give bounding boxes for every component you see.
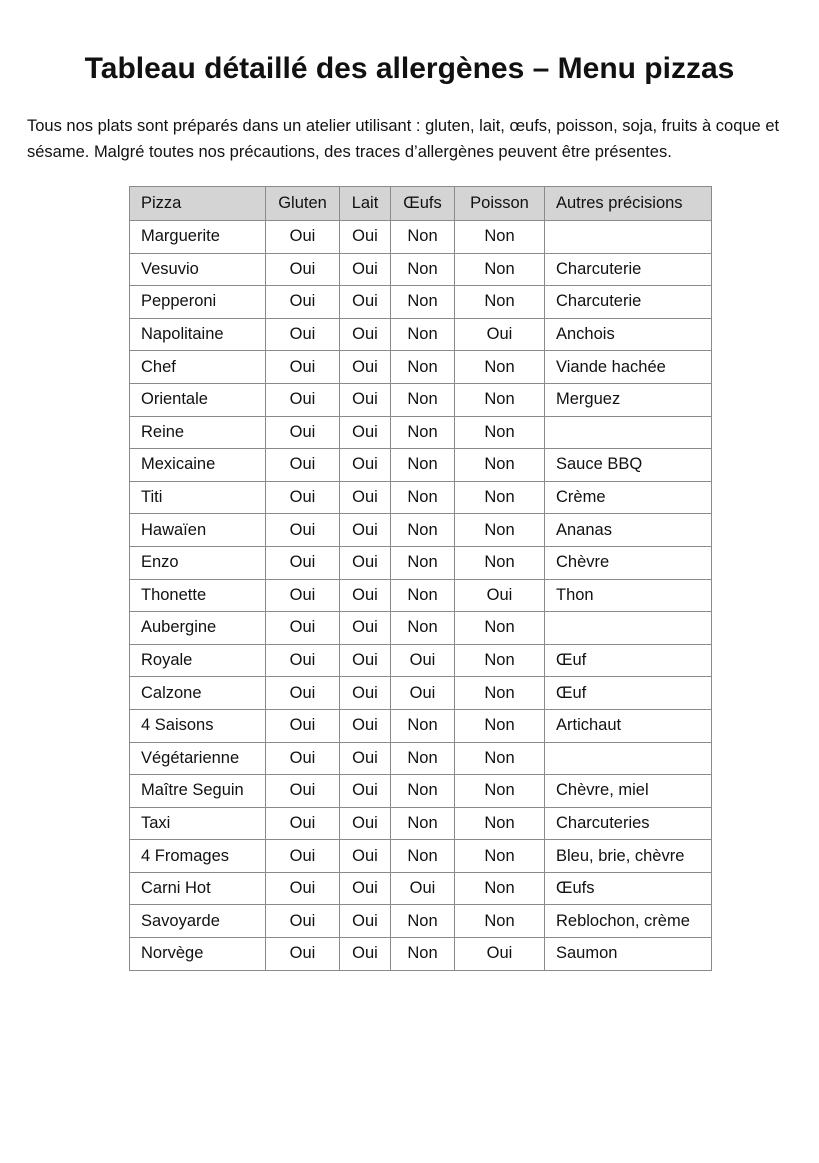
allergen-table [129,186,712,971]
table-cell: Non [391,481,455,514]
table-cell: Saumon [545,938,712,971]
table-cell: Non [391,318,455,351]
table-cell: Non [391,253,455,286]
table-cell: Non [455,481,545,514]
table-cell: Thon [545,579,712,612]
table-cell: Oui [266,514,340,547]
table-cell: Oui [340,905,391,938]
table-cell: Merguez [545,383,712,416]
table-cell: Maître Seguin [130,775,266,808]
table-cell: Savoyarde [130,905,266,938]
table-row [130,905,712,938]
table-cell: Charcuterie [545,253,712,286]
table-cell: Hawaïen [130,514,266,547]
table-cell: Oui [340,872,391,905]
table-cell: Sauce BBQ [545,449,712,482]
table-cell: Reine [130,416,266,449]
table-cell: Taxi [130,807,266,840]
table-cell: Oui [266,286,340,319]
table-row [130,449,712,482]
table-cell: Oui [266,742,340,775]
table-cell: Mexicaine [130,449,266,482]
table-cell: Oui [266,872,340,905]
table-cell: Non [391,416,455,449]
table-cell: Oui [340,416,391,449]
table-cell: Oui [266,449,340,482]
table-cell: Non [455,905,545,938]
table-cell: Oui [340,644,391,677]
table-cell: Norvège [130,938,266,971]
table-cell: Oui [340,286,391,319]
table-cell: Oui [340,481,391,514]
table-cell [545,221,712,254]
table-cell: Oui [340,742,391,775]
table-cell: Non [391,905,455,938]
table-row [130,840,712,873]
table-cell: Oui [455,318,545,351]
table-cell: Non [455,840,545,873]
table-cell: Oui [266,612,340,645]
table-cell: Oui [266,351,340,384]
table-cell: Non [455,872,545,905]
table-cell: Non [391,383,455,416]
table-row [130,612,712,645]
column-header-autres-precisions: Autres précisions [545,187,712,221]
table-cell: Oui [340,612,391,645]
table-row [130,938,712,971]
table-cell: Non [455,807,545,840]
table-row [130,514,712,547]
table-cell: Crème [545,481,712,514]
table-cell: Non [391,938,455,971]
table-cell: Non [455,742,545,775]
table-cell: Oui [340,840,391,873]
table-cell: Royale [130,644,266,677]
table-row [130,807,712,840]
table-cell: Non [391,514,455,547]
table-cell: Viande hachée [545,351,712,384]
table-cell: Napolitaine [130,318,266,351]
table-cell: Oui [340,807,391,840]
table-row [130,351,712,384]
table-cell: Orientale [130,383,266,416]
table-cell: Non [391,807,455,840]
table-cell: Non [391,709,455,742]
table-cell: Végétarienne [130,742,266,775]
table-cell [545,612,712,645]
table-row [130,872,712,905]
table-cell: Oui [455,938,545,971]
column-header-lait: Lait [340,187,391,221]
table-cell: Oui [266,677,340,710]
table-cell: Non [455,286,545,319]
table-cell: Non [455,709,545,742]
table-cell: Non [455,677,545,710]
table-cell: Oui [266,318,340,351]
table-cell: Calzone [130,677,266,710]
table-cell: Oui [455,579,545,612]
table-cell: Oui [340,318,391,351]
table-cell: Oui [266,807,340,840]
table-header [130,187,712,221]
table-cell: Oui [340,709,391,742]
table-cell: Non [391,221,455,254]
table-row [130,253,712,286]
table-cell: Non [391,742,455,775]
table-cell: Non [455,221,545,254]
table-cell: Oui [266,775,340,808]
table-cell: Œuf [545,677,712,710]
table-cell: Non [455,416,545,449]
table-cell: Bleu, brie, chèvre [545,840,712,873]
table-cell: Non [391,612,455,645]
table-cell: Oui [266,709,340,742]
table-cell: Artichaut [545,709,712,742]
table-cell: Oui [266,221,340,254]
table-cell: Oui [340,351,391,384]
table-cell: Œuf [545,644,712,677]
table-cell: 4 Saisons [130,709,266,742]
table-cell: Oui [266,383,340,416]
table-cell: Oui [340,546,391,579]
table-row [130,644,712,677]
table-cell: Oui [266,579,340,612]
table-cell: Vesuvio [130,253,266,286]
table-cell: Oui [340,677,391,710]
table-cell: Oui [340,221,391,254]
table-cell: Non [455,644,545,677]
table-row [130,416,712,449]
table-cell: Non [455,775,545,808]
table-cell: Oui [266,938,340,971]
column-header-oeufs: Œufs [391,187,455,221]
page-title: Tableau détaillé des allergènes – Menu pizzas [84,52,735,85]
table-cell: Oui [266,481,340,514]
table-cell: Aubergine [130,612,266,645]
table-row [130,383,712,416]
table-cell: Non [455,253,545,286]
table-body [130,221,712,971]
table-cell: Non [455,514,545,547]
table-cell: Marguerite [130,221,266,254]
table-row [130,546,712,579]
table-cell: Oui [340,775,391,808]
table-row [130,579,712,612]
table-cell: Oui [266,840,340,873]
table-cell: Non [455,449,545,482]
table-cell: Oui [266,905,340,938]
table-cell: Non [391,286,455,319]
table-cell: Chef [130,351,266,384]
table-row [130,677,712,710]
table-cell: Titi [130,481,266,514]
table-cell: Charcuteries [545,807,712,840]
table-row [130,481,712,514]
table-cell: Carni Hot [130,872,266,905]
table-cell: Oui [266,253,340,286]
table-cell: Non [391,840,455,873]
table-cell: Oui [266,644,340,677]
column-header-poisson: Poisson [455,187,545,221]
table-cell: Anchois [545,318,712,351]
table-cell: Oui [340,253,391,286]
table-cell: Oui [340,938,391,971]
table-header-row [130,187,712,221]
table-cell [545,416,712,449]
table-cell: 4 Fromages [130,840,266,873]
table-cell: Oui [340,514,391,547]
table-cell: Oui [391,872,455,905]
table-cell: Non [391,546,455,579]
table-cell: Oui [391,677,455,710]
table-row [130,286,712,319]
table-cell: Thonette [130,579,266,612]
table-cell: Non [391,449,455,482]
table-cell: Non [455,351,545,384]
table-cell: Oui [340,579,391,612]
table-cell: Oui [266,546,340,579]
table-cell: Enzo [130,546,266,579]
table-cell: Pepperoni [130,286,266,319]
column-header-pizza: Pizza [130,187,266,221]
table-cell: Charcuterie [545,286,712,319]
table-cell [545,742,712,775]
table-row [130,318,712,351]
table-cell: Oui [340,449,391,482]
table-cell: Œufs [545,872,712,905]
table-cell: Non [455,546,545,579]
table-cell: Non [391,775,455,808]
table-row [130,221,712,254]
table-cell: Reblochon, crème [545,905,712,938]
table-row [130,775,712,808]
table-cell: Non [455,612,545,645]
intro-text: Tous nos plats sont préparés dans un atelier utilisant : gluten, lait, œufs, poisson, soja, fruits à coque et sésame. Malgré toutes nos précautions, des traces d’allergènes peuvent être présentes. [27,117,780,161]
table-cell: Non [391,351,455,384]
table-cell: Chèvre, miel [545,775,712,808]
table-cell: Non [455,383,545,416]
table-cell: Non [391,579,455,612]
table-row [130,742,712,775]
table-cell: Oui [391,644,455,677]
column-header-gluten: Gluten [266,187,340,221]
table-row [130,709,712,742]
table-cell: Oui [266,416,340,449]
table-cell: Oui [340,383,391,416]
table-cell: Chèvre [545,546,712,579]
table-cell: Ananas [545,514,712,547]
